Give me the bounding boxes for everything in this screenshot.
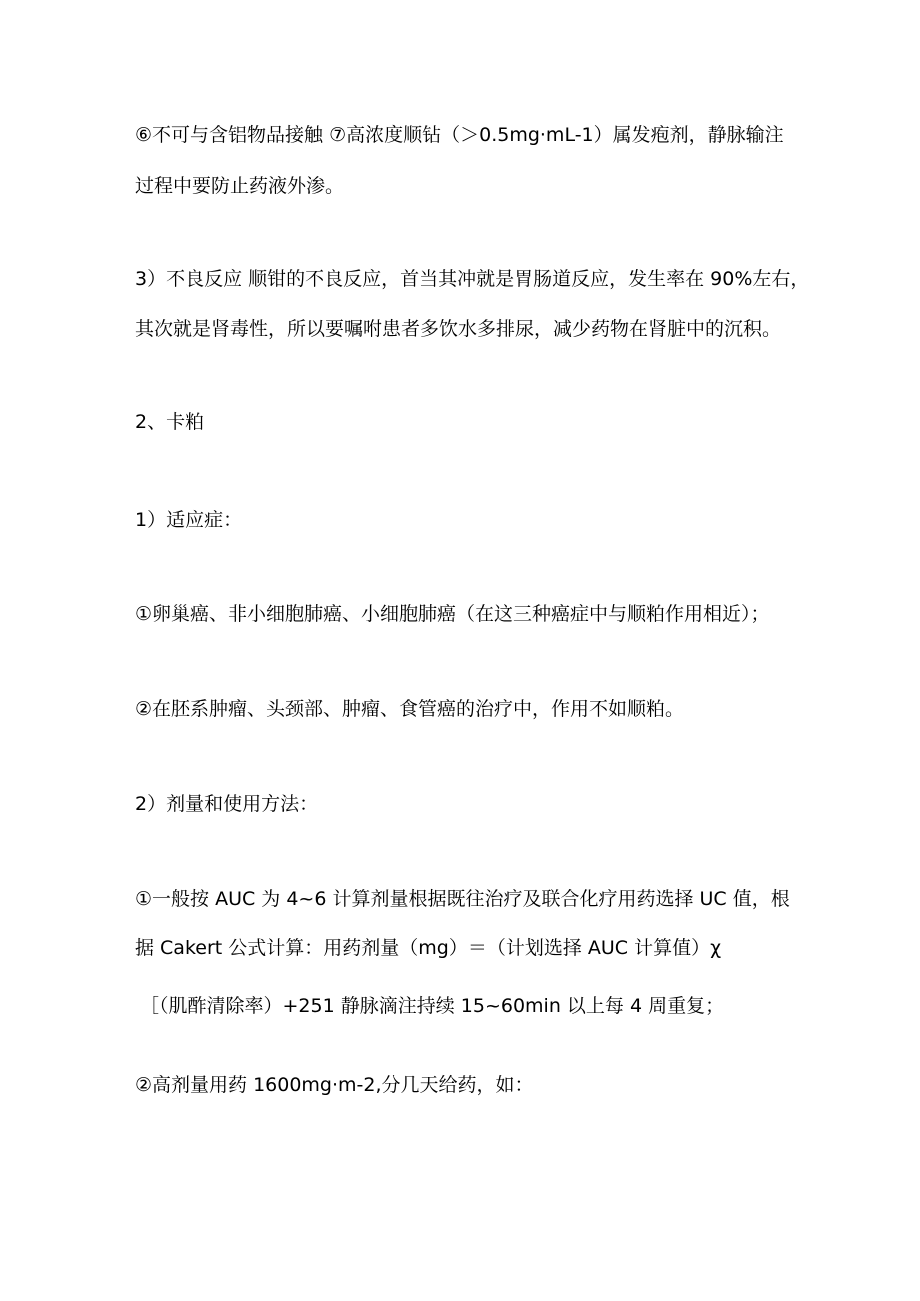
text-line-2: 过程中要防止药液外渗。 <box>135 175 345 197</box>
text-line-10: ①一般按 AUC 为 4~6 计算剂量根据既往治疗及联合化疗用药选择 UC 值，根 <box>135 888 790 910</box>
section-heading-carboplatin: 2、卡粕 <box>135 411 205 433</box>
text-line-3: 3）不良反应 顺钳的不良反应，首当其冲就是胃肠道反应，发生率在 90%左右， <box>135 268 810 290</box>
text-line-1: ⑥不可与含铝物品接触 ⑦高浓度顺钻（＞0.5mg·mL-1）属发疱剂，静脉输注 <box>135 124 784 146</box>
text-line-7: ①卵巢癌、非小细胞肺癌、小细胞肺癌（在这三种癌症中与顺粕作用相近）； <box>135 603 770 625</box>
text-line-12: ［（肌酢清除率）+251 静脉滴注持续 15~60min 以上每 4 周重复； <box>140 995 725 1017</box>
text-line-13: ②高剂量用药 1600mg·m-2,分几天给药，如： <box>135 1074 534 1096</box>
text-line-11: 据 Cakert 公式计算：用药剂量（mg）＝（计划选择 AUC 计算值）χ <box>135 937 722 959</box>
subheading-indications: 1）适应症： <box>135 509 243 531</box>
text-line-8: ②在胚系肿瘤、头颈部、肿瘤、食管癌的治疗中，作用不如顺粕。 <box>135 698 685 720</box>
text-line-4: 其次就是肾毒性，所以要嘱咐患者多饮水多排尿，减少药物在肾脏中的沉积。 <box>135 318 782 340</box>
subheading-dosage: 2）剂量和使用方法： <box>135 793 319 815</box>
